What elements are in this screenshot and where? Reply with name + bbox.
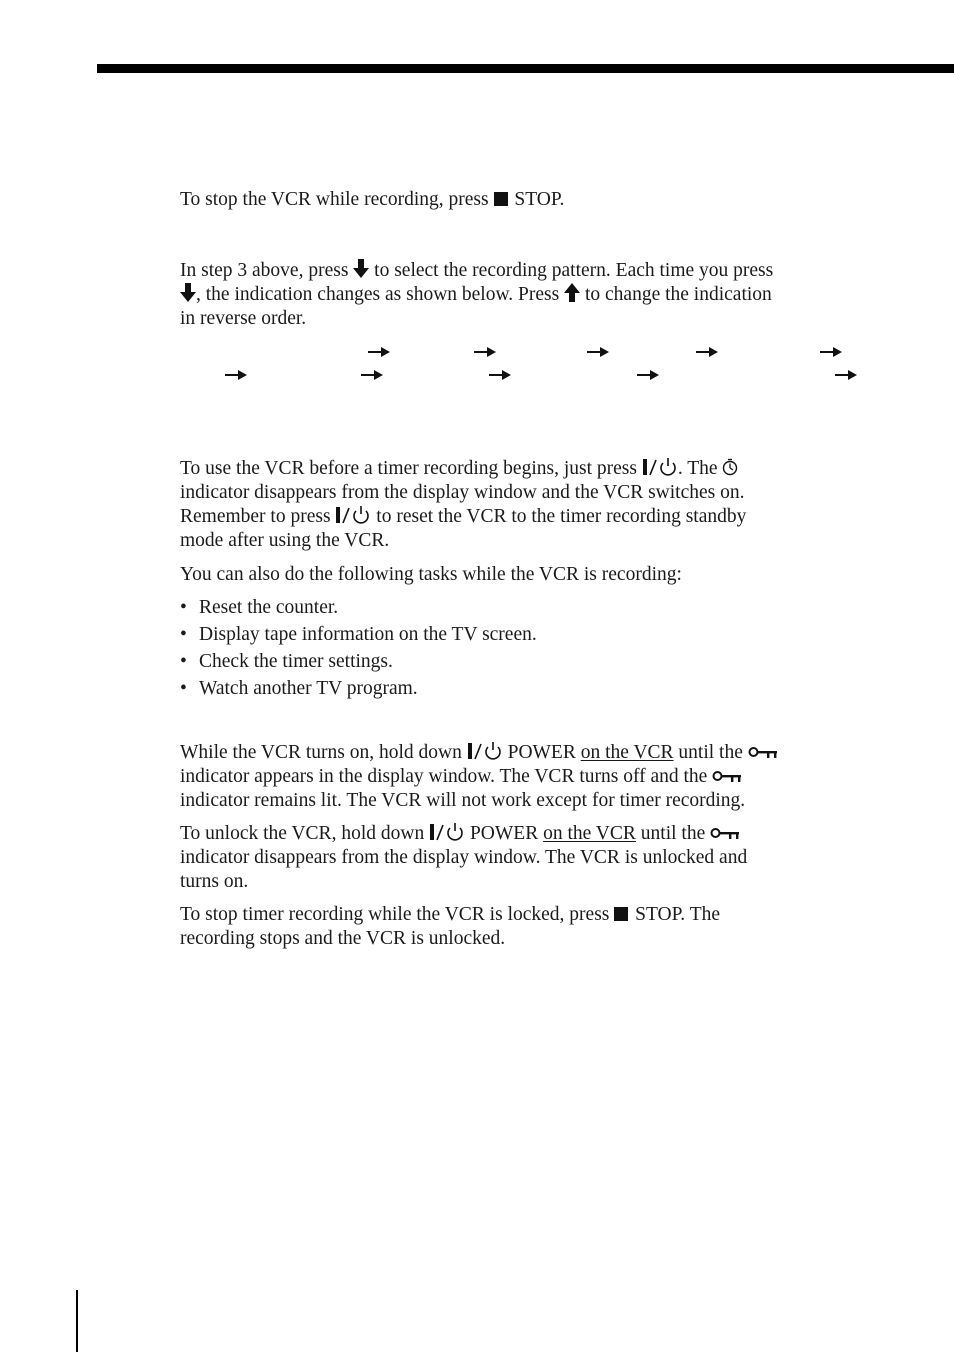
right-arrow-icon [368,345,390,359]
list-item [180,623,870,647]
text: indicator appears in the display window. The VCR turns off and the [180,766,713,787]
underlined-text: on the VCR [580,742,674,763]
use-line-2: indicator disappears from the display window and the VCR switches on. [180,482,745,503]
text: To stop the VCR while recording, press [180,189,494,210]
sequence-row-1 [180,345,870,365]
key-lock-icon [712,770,742,784]
bullet: • [180,651,187,672]
stop-square-icon [494,192,508,206]
lock-p3-line-2: recording stops and the VCR is unlocked. [180,928,506,949]
right-arrow-icon [696,345,718,359]
power-standby-icon [335,505,371,524]
lock-p1-line-1 [180,741,870,765]
right-arrow-icon [225,368,247,382]
bullet: • [180,624,187,645]
list-item-text: Check the timer settings. [199,651,393,672]
power-standby-icon [467,741,503,760]
top-rule [97,64,954,73]
text: POWER [502,742,581,763]
use-line-4: mode after using the VCR. [180,530,390,551]
text: To use the VCR before a timer recording begins, just press [180,458,642,479]
use-line-1 [180,457,870,481]
pattern-line-3: in reverse order. [180,308,307,329]
also-line: You can also do the following tasks while the VCR is recording: [180,564,682,585]
down-arrow-icon [353,259,369,278]
right-arrow-icon [474,345,496,359]
lock-p3-line-1 [180,903,870,927]
text: to change the indication [580,284,772,305]
text: Remember to press [180,506,336,527]
list-item [180,596,870,620]
text: , the indication changes as shown below. Press [196,284,565,305]
text: While the VCR turns on, hold down [180,742,467,763]
text: to select the recording pattern. Each time you press [369,260,774,281]
list-item-text: Reset the counter. [199,597,339,618]
power-standby-icon [429,822,465,841]
sequence-row-2 [180,368,870,388]
right-arrow-icon [835,368,857,382]
lock-p1-line-2 [180,765,870,789]
list-item-text: Watch another TV program. [199,678,418,699]
text: to reset the VCR to the timer recording standby [371,506,747,527]
lock-p2-line-2: indicator disappears from the display window. The VCR is unlocked and [180,847,748,868]
text: . The [677,458,723,479]
text: STOP. The [630,904,721,925]
right-arrow-icon [361,368,383,382]
lock-p2-line-3: turns on. [180,871,249,892]
text: until the [635,823,711,844]
right-arrow-icon [489,368,511,382]
pattern-line-2 [180,283,870,307]
text: In step 3 above, press [180,260,354,281]
key-lock-icon [710,827,740,841]
text: To unlock the VCR, hold down [180,823,430,844]
lock-p1-line-3: indicator remains lit. The VCR will not work except for timer recording. [180,790,746,811]
text: STOP. [509,189,565,210]
right-arrow-icon [637,368,659,382]
text: POWER [465,823,544,844]
up-arrow-icon [564,283,580,302]
list-item-text: Display tape information on the TV screen. [199,624,537,645]
stop-paragraph [180,188,870,212]
bullet: • [180,678,187,699]
text: To stop timer recording while the VCR is locked, press [180,904,615,925]
use-line-3 [180,505,870,529]
stop-square-icon [614,907,628,921]
right-arrow-icon [587,345,609,359]
bullet: • [180,597,187,618]
lock-p2-line-1 [180,822,870,846]
list-item [180,677,870,701]
key-lock-icon [748,746,778,760]
underlined-text: on the VCR [543,823,636,844]
timer-clock-icon [722,458,738,476]
right-arrow-icon [820,345,842,359]
pattern-line-1 [180,259,870,283]
down-arrow-icon [180,283,196,302]
list-item [180,650,870,674]
margin-rule [76,1290,78,1352]
text: until the [673,742,748,763]
power-standby-icon [642,457,678,476]
